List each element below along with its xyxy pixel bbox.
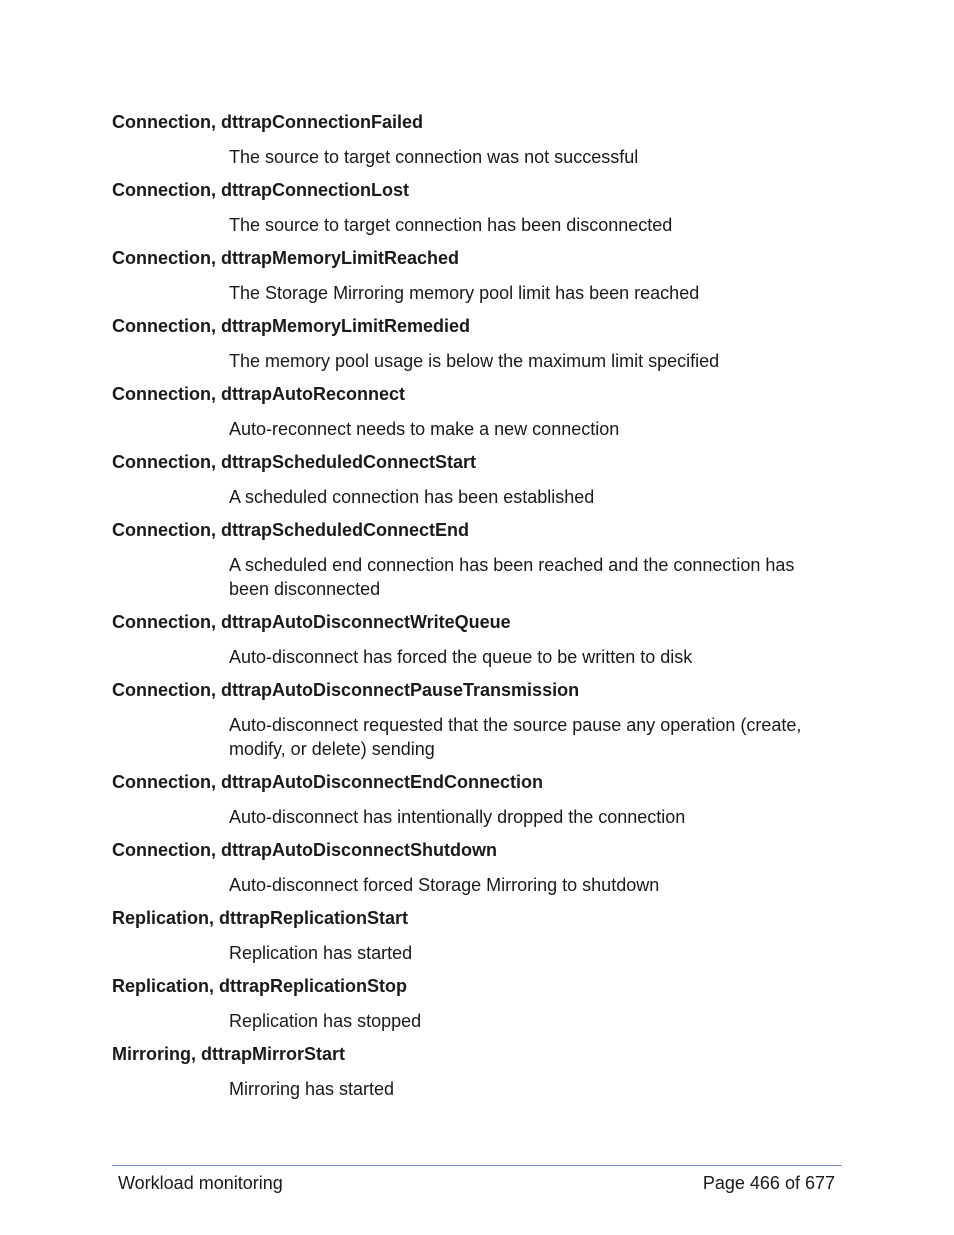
entry-term: Connection, dttrapAutoDisconnectPauseTransmission <box>112 680 580 700</box>
entry-description: The memory pool usage is below the maximum limit specified <box>229 351 720 371</box>
entry-description: Auto-reconnect needs to make a new connection <box>229 419 620 439</box>
footer-page-number: Page 466 of 677 <box>702 1173 835 1193</box>
entry-term: Replication, dttrapReplicationStop <box>112 976 408 996</box>
list-item <box>112 315 832 373</box>
entry-term: Connection, dttrapMemoryLimitReached <box>112 248 460 268</box>
entry-description: Auto-disconnect forced Storage Mirroring to shutdown <box>229 875 660 895</box>
list-item <box>112 907 832 965</box>
list-item <box>112 519 832 601</box>
list-item <box>112 179 832 237</box>
list-item <box>112 1043 832 1101</box>
entry-term: Connection, dttrapAutoDisconnectShutdown <box>112 840 497 860</box>
entry-term: Connection, dttrapConnectionLost <box>112 180 409 200</box>
entry-description: The Storage Mirroring memory pool limit has been reached <box>229 283 700 303</box>
footer-section-title: Workload monitoring <box>118 1173 283 1193</box>
entry-description: Auto-disconnect requested that the source pause any operation (create, modify, or delete) sending <box>229 715 802 759</box>
list-item <box>112 247 832 305</box>
list-item <box>112 771 832 829</box>
entry-description: Mirroring has started <box>229 1079 395 1099</box>
definition-list <box>112 111 832 1111</box>
list-item <box>112 975 832 1033</box>
list-item <box>112 611 832 669</box>
footer-divider <box>112 1165 842 1166</box>
entry-description: Replication has started <box>229 943 413 963</box>
entry-term: Connection, dttrapAutoDisconnectEndConnection <box>112 772 543 792</box>
entry-description: A scheduled end connection has been reached and the connection has been disconnected <box>229 555 795 599</box>
list-item <box>112 111 832 169</box>
entry-term: Connection, dttrapMemoryLimitRemedied <box>112 316 471 336</box>
list-item <box>112 383 832 441</box>
entry-term: Replication, dttrapReplicationStart <box>112 908 409 928</box>
entry-description: The source to target connection has been disconnected <box>229 215 673 235</box>
entry-description: A scheduled connection has been established <box>229 487 595 507</box>
list-item <box>112 839 832 897</box>
entry-description: The source to target connection was not successful <box>229 147 639 167</box>
entry-term: Connection, dttrapAutoDisconnectWriteQueue <box>112 612 511 632</box>
entry-description: Replication has stopped <box>229 1011 422 1031</box>
entry-description: Auto-disconnect has forced the queue to be written to disk <box>229 647 693 667</box>
entry-term: Connection, dttrapScheduledConnectStart <box>112 452 477 472</box>
list-item <box>112 679 832 761</box>
entry-term: Connection, dttrapScheduledConnectEnd <box>112 520 470 540</box>
entry-term: Connection, dttrapConnectionFailed <box>112 112 423 132</box>
entry-term: Mirroring, dttrapMirrorStart <box>112 1044 346 1064</box>
entry-term: Connection, dttrapAutoReconnect <box>112 384 405 404</box>
entry-description: Auto-disconnect has intentionally dropped the connection <box>229 807 686 827</box>
list-item <box>112 451 832 509</box>
